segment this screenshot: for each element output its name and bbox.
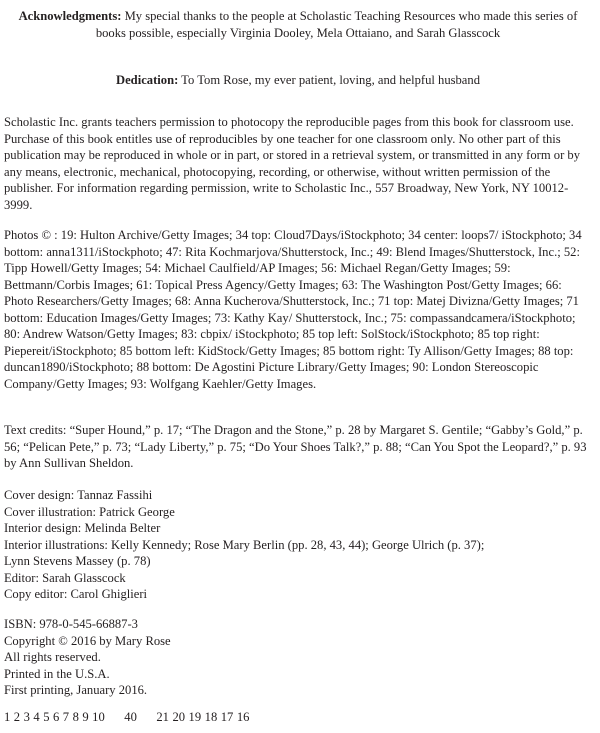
- staff-line: Cover design: Tannaz Fassihi: [4, 488, 153, 502]
- staff-line: Editor: Sarah Glasscock: [4, 570, 126, 585]
- printer-key-number: 1: [4, 710, 11, 724]
- staff-line: Lynn Stevens Massey (p. 78): [4, 554, 151, 568]
- acknowledgments-label: Acknowledgments:: [18, 9, 122, 23]
- printer-key-number: 18: [204, 710, 218, 724]
- isbn: ISBN: 978-0-545-66887-3: [4, 617, 138, 631]
- publication-info: [4, 616, 592, 699]
- printer-key-number: 20: [172, 710, 186, 724]
- printer-key-number: 9: [82, 710, 89, 724]
- acknowledgments-paragraph: [4, 8, 592, 41]
- text-credits: Text credits: “Super Hound,” p. 17; “The Dragon and the Stone,” p. 28 by Margaret S. Gentile; “Gabby’s Gold,” p. 56; “Pelican Pete,” p. 73; “Lady Liberty,” p. 75; “Do Your Shoes Talk?,” p. 88; “Can You Spot the Leopard?,” p. 93 by Ann Sullivan Sheldon.: [4, 423, 587, 470]
- printer-key-number: 8: [72, 710, 79, 724]
- staff-line: Interior design: Melinda Belter: [4, 521, 161, 535]
- printer-key-number: 16: [236, 710, 250, 724]
- printer-key-number: 4: [33, 710, 40, 724]
- copyright: Copyright © 2016 by Mary Rose: [4, 633, 171, 648]
- staff-line: Copy editor: Carol Ghiglieri: [4, 587, 148, 601]
- rights-statement: All rights reserved.: [4, 650, 101, 664]
- printer-key-number: 3: [23, 710, 30, 724]
- printer-key-number: 17: [220, 710, 234, 724]
- printer-key-number: 19: [188, 710, 202, 724]
- acknowledgments-text: My special thanks to the people at Scholastic Teaching Resources who made this series of books possible, especially Virginia Dooley, Mela Ottaiano, and Sarah Glasscock: [95, 9, 578, 40]
- dedication-paragraph: [4, 72, 592, 89]
- printer-key: [4, 709, 592, 726]
- first-printing: First printing, January 2016.: [4, 683, 148, 697]
- printer-key-number: 6: [52, 710, 60, 724]
- staff-line: Cover illustration: Patrick George: [4, 504, 175, 519]
- printer-key-number: 7: [62, 710, 70, 724]
- printed-in: Printed in the U.S.A.: [4, 666, 110, 681]
- staff-line: Interior illustrations: Kelly Kennedy; Rose Mary Berlin (pp. 28, 43, 44); George Ulrich (p. 37);: [4, 537, 485, 552]
- printer-key-number: 10: [92, 710, 105, 724]
- permission-notice: Scholastic Inc. grants teachers permission to photocopy the reproducible pages from this book for classroom use. Purchase of this book entitles use of reproducibles by one teacher for one classroom only. No other part of this publication may be reproduced in whole or in part, or stored in a retrieval system, or transmitted in any form or by any means, electronic, mechanical, photocopying, recording, or otherwise, without written permission of the publisher. For information regarding permission, write to Scholastic Inc., 557 Broadway, New York, NY 10012-3999.: [4, 115, 581, 212]
- printer-key-number: 2: [13, 710, 21, 724]
- staff-credits: [4, 487, 592, 603]
- printer-key-number: 40: [124, 710, 137, 724]
- photo-credits: Photos © : 19: Hulton Archive/Getty Images; 34 top: Cloud7Days/iStockphoto; 34 center: loops7/ iStockphoto; 34 bottom: anna1311/iStockphoto; 47: Rita Kochmarjova/Shutterstock, Inc.; 49: Blend Images/Shutterstock, Inc.; 52: Tipp Howell/Getty Images; 54: Michael Caulfield/AP Images; 56: Michael Regan/Getty Images; 59: Bettmann/Corbis Images; 61: Topical Press Agency/Getty Images; 63: The Washington Post/Getty Images; 66: Photo Researchers/Getty Images; 68: Anna Kucherova/Shutterstock, Inc.; 71 top: Matej Divizna/Getty Images; 71 bottom: Education Images/Getty Images; 73: Kathy Kay/ Shutterstock, Inc.; 75: compassandcamera/iStockphoto; 80: Andrew Watson/Getty Images; 83: cbpix/ iStockphoto; 85 top left: SolStock/iStockphoto; 85 top right: Piepereit/iStockphoto; 85 bottom left: KidStock/Getty Images; 85 bottom right: Ty Allison/Getty Images; 88 top: duncan1890/iStockphoto; 88 bottom: De Agostini Picture Library/Getty Images; 90: London Stereoscopic Company/Getty Images; 93: Wolfgang Kaehler/Getty Images.: [4, 228, 582, 391]
- printer-key-number: 5: [43, 710, 50, 724]
- dedication-label: Dedication:: [116, 73, 179, 87]
- dedication-text: To Tom Rose, my ever patient, loving, and helpful husband: [178, 73, 480, 87]
- printer-key-number: 21: [156, 710, 169, 724]
